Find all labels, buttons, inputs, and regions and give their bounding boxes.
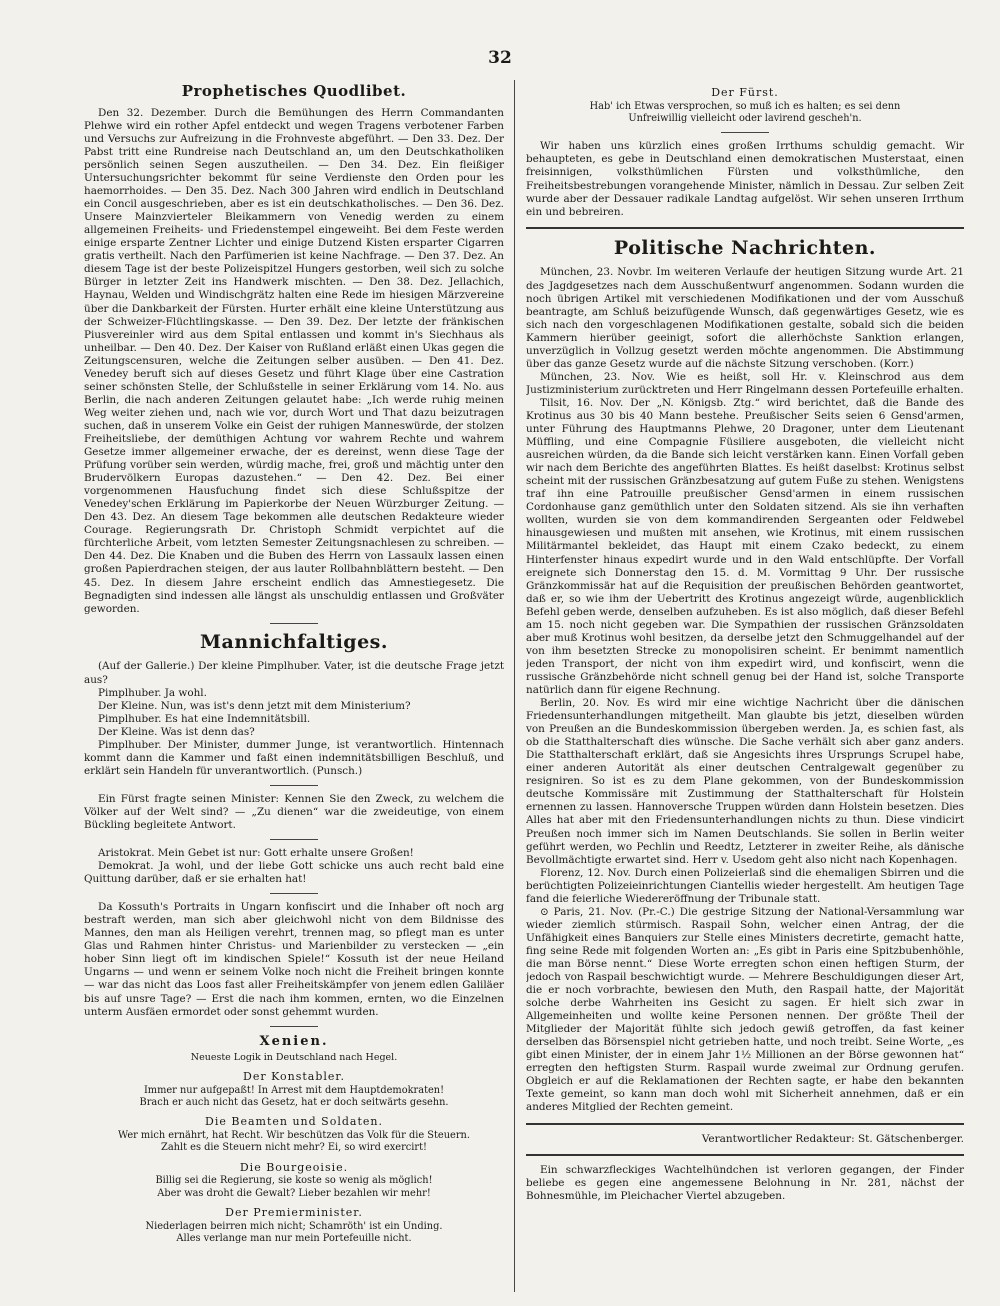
verse-line: Aber was droht die Gewalt? Lieber bezahlen wir mehr!	[157, 1187, 431, 1199]
prince-anecdote: Ein Fürst fragte seinen Minister: Kennen Sie den Zweck, zu welchem die Völker auf der Welt sind? — „Zu dienen“ war die zweideutige, von einem Bückling begleitete Antwort.	[84, 792, 504, 831]
democrat-line: Demokrat. Ja wohl, und der liebe Gott schicke uns auch recht bald eine Quittung darüber, daß er sie erhalten hat!	[84, 860, 504, 886]
news-item: ⊙ Paris, 21. Nov. (Pr.-C.) Die gestrige Sitzung der National-Versammlung war wieder ziemlich stürmisch. Raspail Sohn, welcher einen Antrag, der die Unfähigkeit eines Banquiers zur Stelle eines Ministers decretirte, gemacht hatte, fing seine Rede mit folgenden Worten an: „Es gibt in Paris eine Spitzbubenhöhle, die man Börse nennt.“ Diese Worte erregten schon einen heftigen Sturm, der jedoch von Raspail beschwichtigt wurde. — Mehrere Beschuldigungen dieser Art, die er noch vorbrachte, bewiesen den Muth, den Raspail hatte, der Majorität solche derbe Wahrheiten ins Gesicht zu sagen. Er hielt sich zwar in Allgemeinheiten und wollte keine Personen nennen. Der größte Theil der Mitglieder der Majorität fühlte sich jedoch gewiß getroffen, da fast keiner derselben das Börsenspiel nicht getrieben hatte, und noch treibt. Seine Worte, „es gibt einen Minister, der in einem Jahr 1½ Millionen an der Börse gewonnen hat“ erregten den heftigsten Sturm. Raspail wurde zweimal zur Ordnung gerufen. Obgleich er auf die Reklamationen der Rechten sagte, er habe den bekannten Texte gemeint, so kann man doch wohl mit Sicherheit annehmen, daß er ein anderes Mitglied der Rechten gemeint.	[526, 905, 964, 1114]
editor-line: Verantwortlicher Redakteur: St. Gätschenberger.	[701, 1132, 964, 1145]
correction-note: Wir haben uns kürzlich eines großen Irrthums schuldig gemacht. Wir behaupteten, es gebe in Deutschland einen demokratischen Musterstaat, einen freisinnigen, volksthümlichen Fürsten und volksthümliche, den Freiheitsbestrebungen vorangehende Minister, nämlich in Dessau. Zur selben Zeit wurde aber der Dessauer radikale Landtag aufgelöst. Wir sehen unseren Irrthum ein und bebreiren.	[526, 140, 964, 218]
verse-line: Niederlagen beirren mich nicht; Schamröth' ist ein Unding.	[145, 1220, 443, 1232]
verse-line: Hab' ich Etwas versprochen, so muß ich es halten; es sei denn	[589, 100, 901, 112]
stanza-heading: Der Konstabler.	[243, 1069, 345, 1083]
section-rule	[526, 1123, 964, 1125]
fuerst-heading: Der Fürst.	[711, 86, 779, 99]
separator	[270, 623, 318, 624]
xenien-title: Xenien.	[259, 1033, 329, 1049]
section-rule	[526, 227, 964, 229]
politics-title: Politische Nachrichten.	[613, 236, 877, 259]
column-divider	[514, 80, 515, 1292]
verse-line: Zahlt es die Steuern nicht mehr? Ei, so wird exercirt!	[161, 1142, 427, 1154]
prophecy-title: Prophetisches Quodlibet.	[181, 82, 407, 100]
misc-title: Mannichfaltiges.	[200, 630, 388, 653]
xenien-subtitle: Neueste Logik in Deutschland nach Hegel.	[190, 1051, 398, 1063]
dialogue-line: Der Kleine. Was ist denn das?	[98, 725, 255, 738]
news-item: München, 23. Novbr. Im weiteren Verlaufe der heutigen Sitzung wurde Art. 21 des Jagdgesetzes nach dem Ausschußentwurf angenommen. Sodann wurden die noch übrigen Artikel mit verschiedenen Modifikationen und der vom Ausschuß beantragte, am Schluß beizufügende Wunsch, daß gegenwärtiges Gesetz, wie es sich nach den vorgeschlagenen Modifikationen gestalte, sobald sich die beiden Kammern hierüber geeinigt, sofort die allerhöchste Sanktion erlangen, unverzüglich in Vollzug gesetzt werden möchte angenommen. Die Abstimmung über das ganze Gesetz wurde auf die nächste Sitzung verschoben. (Korr.)	[526, 266, 964, 370]
section-rule	[526, 1154, 964, 1156]
left-column	[84, 80, 504, 1288]
stanza-heading: Der Premierminister.	[225, 1205, 363, 1219]
separator	[270, 1026, 318, 1027]
verse-line: Wer mich ernährt, hat Recht. Wir beschützen das Volk für die Steuern.	[118, 1130, 470, 1141]
page-number: 32	[488, 48, 512, 68]
news-item: München, 23. Nov. Wie es heißt, soll Hr. v. Kleinschrod aus dem Justizministerium zurücktreten und Herr Ringelmann dessen Portefeuille erhalten.	[526, 370, 964, 396]
verse-line: Immer nur aufgepaßt! In Arrest mit dem Hauptdemokraten!	[143, 1084, 445, 1096]
dialogue-line: Der Kleine. Nun, was ist's denn jetzt mit dem Ministerium?	[98, 699, 411, 712]
stanza-heading: Die Beamten und Soldaten.	[205, 1115, 383, 1129]
aristocrat-line: Aristokrat. Mein Gebet ist nur: Gott erhalte unsere Großen!	[98, 847, 414, 860]
separator	[270, 839, 318, 840]
kossuth-text: Da Kossuth's Portraits in Ungarn konfiscirt und die Inhaber oft noch arg bestraft werden, man sich aber gleichwohl nicht von dem Bildnisse des Mannes, den man als Heiligen verehrt, trennen mag, so pflegt man es unter Glas und Rahmen hinter Christus- und Marienbilder zu verstecken — „ein hober Sinn liegt oft im kindischen Spiele!“ Kossuth ist der neue Heiland Ungarns — und wenn er seinem Volke noch nicht die Freiheit bringen konnte — war das nicht das Loos fast aller Freiheitskämpfer von jenem edlen Galiläer bis auf unsre Tage? — Erst die nach ihm kommen, ernten, wo die Einzelnen unterm Ausfäen ermordet oder sonst gehemmt wurden.	[84, 901, 504, 1018]
dialogue-line: Pimplhuber. Der Minister, dummer Junge, ist verantwortlich. Hintennach kommt dann die Kammer und faßt einen indemnitätsbilligen Beschluß, und erklärt sein Handeln für unverantwortlich. (Punsch.)	[84, 738, 504, 777]
verse-line: Alles verlange man nur mein Portefeuille nicht.	[176, 1233, 412, 1244]
classified-ad: Ein schwarzfleckiges Wachtelhündchen ist verloren gegangen, der Finder beliebe es gegen eine angemessene Belohnung in Nr. 281, nächst der Bohnesmühle, im Pleichacher Viertel abzugeben.	[526, 1163, 964, 1202]
dialogue-line: Pimplhuber. Es hat eine Indemnitätsbill.	[98, 712, 311, 725]
verse-line: Brach er auch nicht das Gesetz, hat er doch seitwärts gesehn.	[139, 1096, 449, 1108]
prophecy-text: Den 32. Dezember. Durch die Bemühungen des Herrn Commandanten Plehwe wird ein rother Apfel entdeckt und wegen Tragens verbotener Farben und Versuchs zur Aufreizung in die Frohnveste abgeführt. — Den 33. Dez. Der Pabst tritt eine Rundreise nach Deutschland an, um den Deutschkatholiken persönlich seinen Segen auszutheilen. — Den 34. Dez. Ein fleißiger Untersuchungsrichter bekommt für seine Verdienste den Orden pour les haemorrhoides. — Den 35. Dez. Nach 300 Jahren wird endlich in Deutschland ein Concil ausgeschrieben, aber es ist ein deutschkatholisches. — Den 36. Dez. Unsere Mainzvierteler Bleikammern von Venedig werden zu einem allgemeinen Freiheits- und Friedenstempel eingeweiht. Bei dem Feste werden einige ersparte Zentner Lichter und einige Dutzend Kisten ersparter Cigarren gratis vertheilt. Nach den Parfümerien ist keine Nachfrage. — Den 37. Dez. An diesem Tage ist der beste Polizeispitzel Hungers gestorben, weil sich zu solche Bürger in letzter Zeit ins Handwerk mischten. — Den 38. Dez. Jellachich, Haynau, Welden und Windischgrätz halten eine Rede im hiesigen Märzvereine über die Dankbarkeit der Fürsten. Hurter erhält eine kleine Unterstützung aus der Schweizer-Flüchtlingskasse. — Den 39. Dez. Der letzte der fränkischen Piusvereinler wird aus dem Spital entlassen und kommt in's Siechhaus als unheilbar. — Den 40. Dez. Der Kaiser von Rußland erläßt einen Ukas gegen die Zeitungscensuren, welche die Zeitungen selber ausüben. — Den 41. Dez. Venedey beruft sich auf dieses Gesetz und führt Klage über eine Castration seiner schönsten Stelle, der Schlußstelle in seiner Erklärung vom 14. No. aus Berlin, die nach anderen Zeitungen gelautet habe: „Ich werde ruhig meinen Weg weiter ziehen und, nach wie vor, durch Wort und That dazu beizutragen suchen, daß in unserem Volke ein Geist der ruhigen Manneswürde, der stolzen Freiheitsliebe, der demüthigen Achtung vor wahrem Rechte und wahrem Gesetze immer allgemeiner erwache, der es dereinst, wenn diese Tage der Prüfung vorüber sein werden, würdig mache, frei, groß und mächtig unter den Brudervölkern Europas dazustehen.“ — Den 42. Dez. Bei einer vorgenommenen Hausfuchung findet sich diese Schlußspitze der Venedey'schen Erklärung im Papierkorbe der Neuen Würzburger Zeitung. — Den 43. Dez. An diesem Tage bekommen alle deutschen Redakteure wieder Courage. Regierungsrath Dr. Christoph Schmidt verpichtet auf die fürchterliche Arbeit, vom letzten Semester Zeitungsnachlesen zu schreiben. — Den 44. Dez. Die Knaben und die Buben des Herrn von Lassaulx lassen einen großen Papierdrachen steigen, der aus lauter Rollbahnblättern besteht. — Den 45. Dez. In diesem Jahre erscheint endlich das Amnestiegesetz. Die Begnadigten sind indessen alle längst als unschuldig entlassen und Großväter geworden.	[84, 106, 504, 615]
separator	[721, 132, 769, 133]
separator	[270, 785, 318, 786]
dialogue-line: Pimplhuber. Ja wohl.	[98, 686, 207, 699]
gallery-intro: (Auf der Gallerie.) Der kleine Pimplhuber. Vater, ist die deutsche Frage jetzt aus?	[84, 660, 504, 686]
separator	[270, 893, 318, 894]
news-item: Florenz, 12. Nov. Durch einen Polizeierlaß sind die ehemaligen Sbirren und die berüchtigten Polizeieinrichtungen Ciantellis wieder hergestellt. Am heutigen Tage fand die feierliche Wiedereröffnung der Tribunale statt.	[526, 866, 964, 905]
news-item: Berlin, 20. Nov. Es wird mir eine wichtige Nachricht über die dänischen Friedensunterhandlungen mitgetheilt. Man glaubte bis jetzt, dieselben würden von Preußen an die Bundeskommission übergeben werden. Ja, es schien fast, als ob die Statthalterschaft dies wünsche. Die Sache verhält sich aber ganz anders. Die Statthalterschaft erklärt, daß sie Angesichts ihres Ursprungs Scrupel habe, einer anderen Autorität als einer deutschen Centralgewalt gegenüber zu resigniren. So ist es zu dem Plane gekommen, von der Bundeskommission deutsche Kommissäre mit Zustimmung der Statthalterschaft für Holstein ernennen zu lassen. Hannoversche Truppen würden dann Holstein besetzen. Dies Alles hat aber mit den Friedensunterhandlungen nichts zu thun. Diese vindicirt Preußen noch immer sich im Namen Deutschlands. Sie sollen in Berlin weiter geführt werden, wo Pechlin und Reedtz, Letzterer in zweiter Reihe, als dänische Bevollmächtigte erwartet sind. Herr v. Usedom geht also nicht nach Kopenhagen.	[526, 697, 964, 866]
verse-line: Billig sei die Regierung, sie koste so wenig als möglich!	[155, 1175, 433, 1187]
news-item: Tilsit, 16. Nov. Der „N. Königsb. Ztg.“ wird berichtet, daß die Bande des Krotinus aus 30 bis 40 Mann bestehe. Preußischer Seits seien 6 Gensd'armen, unter Führung des Hauptmanns Plehwe, 20 Dragoner, unter dem Lieutenant Müffling, und eine Compagnie Füsiliere ausgeboten, die vielleicht nicht ausreichen würden, da die Bande sich leicht verstärken kann. Einen Vorfall geben wir nach dem Berichte des angeführten Blattes. Es heißt daselbst: Krotinus selbst scheint mit der russischen Gränzbesatzung auf gutem Fuße zu stehen. Wenigstens traf ihn eine Patrouille preußischer Gensd'armen in einem russischen Cordonhause ganz gemüthlich unter den Soldaten sitzend. Als sie ihn verhaften wollten, wurden sie von dem kommandirenden Sergeanten oder Feldwebel hinausgewiesen und mußten mit ansehen, wie Krotinus, mit einem russischen Militärmantel bekleidet, das Haupt mit einem Czako bedeckt, zu einem Hinterfenster hinaus expedirt wurde und in den Wald entschlüpfte. Der Vorfall ereignete sich Donnerstag den 15. d. M. Vormittag 9 Uhr. Der russische Gränzkommissär hat auf die Requisition der preußischen Behörden geantwortet, daß er, so wie ihm der Uebertritt des Krotinus angezeigt würde, augenblicklich Befehl geben werde, denselben aufzuheben. Es ist also möglich, daß dieser Befehl am 15. noch nicht gegeben war. Die Sympathien der russischen Gränzsoldaten aber muß Krotinus wohl besitzen, da derselbe jetzt den Schmuggelhandel auf der von ihm besetzten Strecke zu monopolisiren scheint. Er benimmt namentlich jeden Transport, der nicht von ihm expedirt wird, und konfiscirt, wenn die russische Gränzbehörde nicht schnell genug bei der Hand ist, solche Transporte natürlich dann für eigene Rechnung.	[526, 396, 964, 696]
right-column	[526, 80, 964, 1288]
verse-line: Unfreiwillig vielleicht oder lavirend gescheh'n.	[628, 113, 862, 125]
stanza-heading: Die Bourgeoisie.	[239, 1160, 349, 1174]
